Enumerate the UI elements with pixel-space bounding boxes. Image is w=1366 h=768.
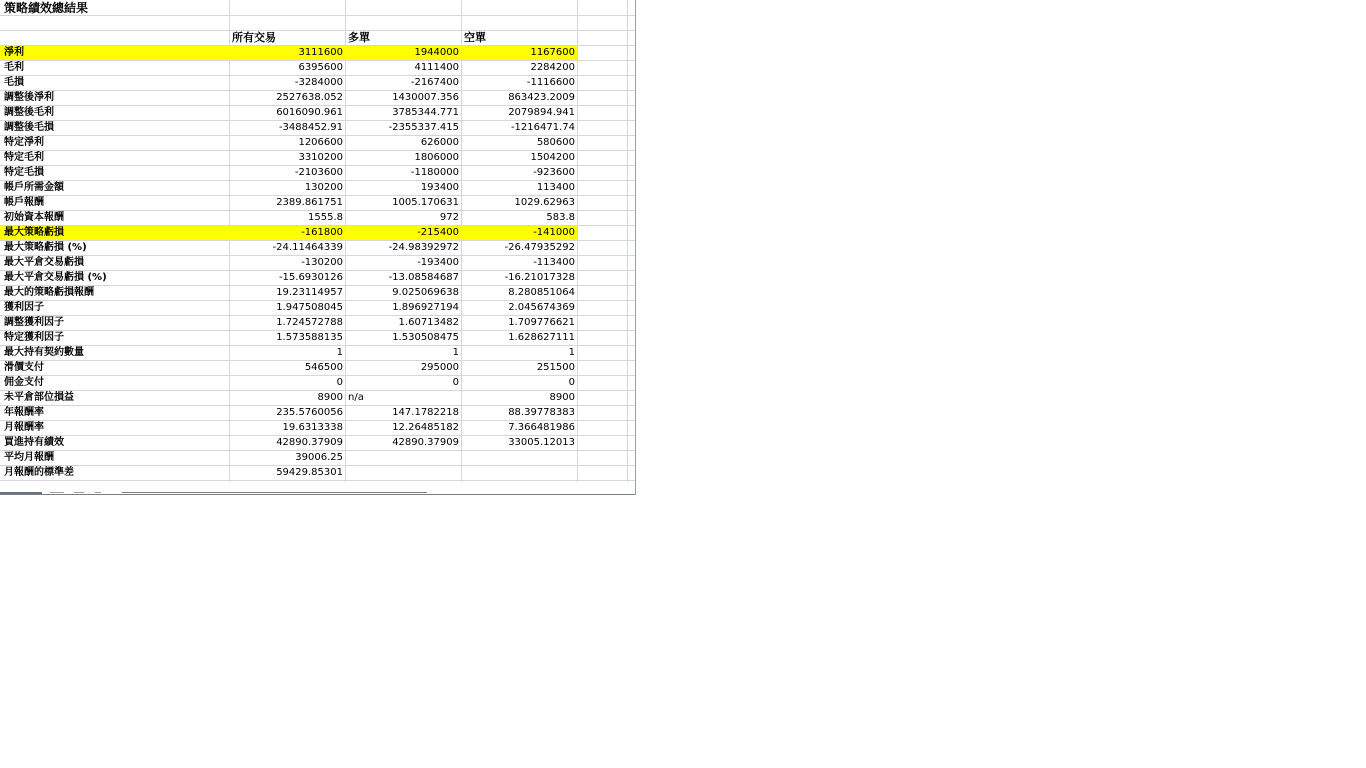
header-all-trades[interactable]: 所有交易 [232, 31, 276, 44]
all-trades-cell[interactable]: 19.6313338 [282, 422, 343, 433]
long-cell[interactable]: -13.08584687 [388, 272, 459, 283]
all-trades-cell[interactable]: 3310200 [298, 152, 343, 163]
all-trades-cell[interactable]: 1555.8 [308, 212, 343, 223]
short-cell[interactable]: 8900 [549, 392, 575, 403]
long-cell[interactable]: 626000 [420, 137, 459, 148]
short-cell[interactable]: 0 [568, 377, 575, 388]
short-cell[interactable]: -16.21017328 [504, 272, 575, 283]
short-cell[interactable]: 88.39778383 [508, 407, 575, 418]
table-row [0, 391, 635, 406]
table-row [0, 256, 635, 271]
short-cell[interactable]: -26.47935292 [504, 242, 575, 253]
spreadsheet-grid[interactable] [0, 0, 636, 495]
long-cell[interactable]: 1806000 [414, 152, 459, 163]
header-short[interactable]: 空單 [464, 31, 486, 44]
row-label-cell[interactable]: 帳戶所需金額 [4, 182, 64, 193]
all-trades-cell[interactable]: -2103600 [294, 167, 343, 178]
row-label-cell[interactable]: 最大策略虧損 (%) [4, 242, 87, 253]
short-cell[interactable] [461, 466, 577, 480]
all-trades-cell[interactable]: -15.6930126 [278, 272, 343, 283]
all-trades-cell[interactable]: 8900 [317, 392, 343, 403]
scroll-tick [74, 492, 84, 493]
all-trades-cell[interactable]: -24.11464339 [272, 242, 343, 253]
long-cell[interactable]: 1.530508475 [392, 332, 459, 343]
row-label-cell[interactable]: 特定淨利 [4, 137, 44, 148]
table-row [0, 466, 635, 481]
short-cell[interactable]: 2.045674369 [508, 302, 575, 313]
title-row [0, 0, 635, 16]
row-label-cell[interactable]: 最大平倉交易虧損 (%) [4, 272, 107, 283]
long-cell[interactable]: -2167400 [410, 77, 459, 88]
long-cell[interactable]: 1.896927194 [392, 302, 459, 313]
row-label-cell[interactable]: 淨利 [0, 46, 229, 60]
header-long[interactable]: 多單 [348, 31, 370, 44]
header-row [0, 31, 635, 46]
all-trades-cell[interactable]: -130200 [301, 257, 343, 268]
all-trades-cell[interactable]: 1 [336, 347, 343, 358]
short-cell[interactable]: 863423.2009 [508, 92, 575, 103]
all-trades-cell[interactable]: -3284000 [294, 77, 343, 88]
table-row [0, 91, 635, 106]
blank-row [0, 16, 635, 31]
short-cell[interactable]: 1.628627111 [508, 332, 575, 343]
row-label-cell[interactable]: 初始資本報酬 [4, 212, 64, 223]
row-label-cell[interactable]: 調整後毛利 [4, 107, 54, 118]
row-label-cell[interactable]: 最大平倉交易虧損 [4, 257, 84, 268]
long-cell[interactable]: 42890.37909 [392, 437, 459, 448]
table-row [0, 196, 635, 211]
row-label-cell[interactable]: 平均月報酬 [4, 452, 54, 463]
row-label-cell[interactable]: 月報酬率 [4, 422, 44, 433]
long-cell[interactable]: 1430007.356 [392, 92, 459, 103]
short-cell[interactable]: 1167600 [461, 46, 577, 60]
table-row [0, 211, 635, 226]
long-cell[interactable] [345, 451, 461, 465]
all-trades-cell[interactable]: 59429.85301 [276, 467, 343, 478]
table-row [0, 376, 635, 391]
long-cell[interactable]: -24.98392972 [388, 242, 459, 253]
all-trades-cell[interactable]: 1.724572788 [276, 317, 343, 328]
table-row [0, 331, 635, 346]
short-cell[interactable]: -1116600 [526, 77, 575, 88]
row-label-cell[interactable]: 特定獲利因子 [4, 332, 64, 343]
all-trades-cell[interactable]: 130200 [304, 182, 343, 193]
all-trades-cell[interactable]: 1206600 [298, 137, 343, 148]
table-row [0, 451, 635, 466]
all-trades-cell[interactable]: 2527638.052 [276, 92, 343, 103]
table-row [0, 241, 635, 256]
row-label-cell[interactable]: 未平倉部位損益 [4, 392, 74, 403]
short-cell[interactable]: 583.8 [546, 212, 575, 223]
horizontal-scrollbar[interactable] [122, 492, 427, 493]
row-label-cell[interactable]: 毛利 [4, 62, 24, 73]
sheet-tab-strip[interactable] [0, 483, 635, 494]
table-row [0, 271, 635, 286]
row-label-cell[interactable]: 獲利因子 [4, 302, 44, 313]
short-cell[interactable]: 113400 [536, 182, 575, 193]
all-trades-cell[interactable]: 19.23114957 [276, 287, 343, 298]
short-cell[interactable]: -923600 [533, 167, 575, 178]
long-cell[interactable]: 1944000 [345, 46, 461, 60]
all-trades-cell[interactable]: -3488452.91 [278, 122, 343, 133]
row-label-cell[interactable]: 年報酬率 [4, 407, 44, 418]
all-trades-cell[interactable]: 3111600 [229, 46, 345, 60]
all-trades-cell[interactable]: 39006.25 [295, 452, 343, 463]
row-label-cell[interactable]: 佣金支付 [4, 377, 44, 388]
all-trades-cell[interactable]: -161800 [229, 226, 345, 240]
scroll-tick [50, 492, 64, 493]
table-row [0, 226, 635, 241]
table-row [0, 46, 635, 61]
row-label-cell[interactable]: 毛損 [4, 77, 24, 88]
scroll-tick [95, 492, 101, 493]
row-label-cell[interactable]: 特定毛利 [4, 152, 44, 163]
long-cell[interactable]: 9.025069638 [392, 287, 459, 298]
table-row [0, 286, 635, 301]
short-cell[interactable]: 7.366481986 [508, 422, 575, 433]
long-cell[interactable]: 972 [439, 212, 459, 223]
table-row [0, 421, 635, 436]
table-row [0, 361, 635, 376]
table-row [0, 121, 635, 136]
long-cell[interactable]: 193400 [420, 182, 459, 193]
all-trades-cell[interactable]: 1.947508045 [276, 302, 343, 313]
table-row [0, 106, 635, 121]
all-trades-cell[interactable]: 546500 [304, 362, 343, 373]
long-cell[interactable]: 12.26485182 [392, 422, 459, 433]
all-trades-cell[interactable]: 6395600 [298, 62, 343, 73]
short-cell[interactable]: 1 [568, 347, 575, 358]
long-cell[interactable]: -215400 [345, 226, 461, 240]
short-cell[interactable]: -113400 [533, 257, 575, 268]
long-cell[interactable]: 0 [452, 377, 459, 388]
long-cell[interactable]: -2355337.415 [388, 122, 459, 133]
long-cell[interactable] [345, 466, 461, 480]
short-cell[interactable]: 1029.62963 [514, 197, 575, 208]
table-row [0, 61, 635, 76]
long-cell[interactable]: -193400 [417, 257, 459, 268]
long-cell[interactable]: 3785344.771 [392, 107, 459, 118]
row-label-cell[interactable]: 最大持有契約數量 [4, 347, 84, 358]
short-cell[interactable]: 580600 [536, 137, 575, 148]
all-trades-cell[interactable]: 235.5760056 [276, 407, 343, 418]
all-trades-cell[interactable]: 0 [336, 377, 343, 388]
long-cell[interactable]: 1005.170631 [392, 197, 459, 208]
long-cell[interactable]: 4111400 [414, 62, 459, 73]
table-row [0, 136, 635, 151]
row-label-cell[interactable]: 買進持有績效 [4, 437, 64, 448]
table-row [0, 181, 635, 196]
table-row [0, 166, 635, 181]
all-trades-cell[interactable]: 6016090.961 [276, 107, 343, 118]
short-cell[interactable]: 2079894.941 [508, 107, 575, 118]
short-cell[interactable]: -141000 [461, 226, 577, 240]
table-row [0, 76, 635, 91]
row-label-cell[interactable]: 帳戶報酬 [4, 197, 44, 208]
row-label-cell[interactable]: 調整獲利因子 [4, 317, 64, 328]
table-row [0, 151, 635, 166]
all-trades-cell[interactable]: 42890.37909 [276, 437, 343, 448]
short-cell[interactable]: 2284200 [530, 62, 575, 73]
row-label-cell[interactable]: 最大策略虧損 [0, 226, 229, 240]
row-label-cell[interactable]: 月報酬的標準差 [4, 467, 74, 478]
short-cell[interactable]: 1504200 [530, 152, 575, 163]
row-label-cell[interactable]: 滑價支付 [4, 362, 44, 373]
long-cell[interactable]: 1 [452, 347, 459, 358]
row-label-cell[interactable]: 調整後淨利 [4, 92, 54, 103]
long-cell[interactable]: n/a [348, 392, 364, 403]
table-row [0, 301, 635, 316]
row-label-cell[interactable]: 調整後毛損 [4, 122, 54, 133]
long-cell[interactable]: 295000 [420, 362, 459, 373]
long-cell[interactable]: 147.1782218 [392, 407, 459, 418]
sheet-title[interactable]: 策略績效總結果 [4, 1, 89, 15]
header-label-cell[interactable] [0, 31, 229, 45]
short-cell[interactable]: -1216471.74 [510, 122, 575, 133]
short-cell[interactable]: 8.280851064 [508, 287, 575, 298]
table-row [0, 316, 635, 331]
long-cell[interactable]: -1180000 [410, 167, 459, 178]
short-cell[interactable]: 1.709776621 [508, 317, 575, 328]
row-label-cell[interactable]: 特定毛損 [4, 167, 44, 178]
all-trades-cell[interactable]: 2389.861751 [276, 197, 343, 208]
sheet-bottom-border [0, 494, 635, 495]
table-row [0, 436, 635, 451]
row-label-cell[interactable]: 最大的策略虧損報酬 [4, 287, 94, 298]
long-cell[interactable]: 1.60713482 [398, 317, 459, 328]
table-row [0, 406, 635, 421]
short-cell[interactable]: 33005.12013 [508, 437, 575, 448]
all-trades-cell[interactable]: 1.573588135 [276, 332, 343, 343]
short-cell[interactable]: 251500 [536, 362, 575, 373]
table-row [0, 346, 635, 361]
short-cell[interactable] [461, 451, 577, 465]
